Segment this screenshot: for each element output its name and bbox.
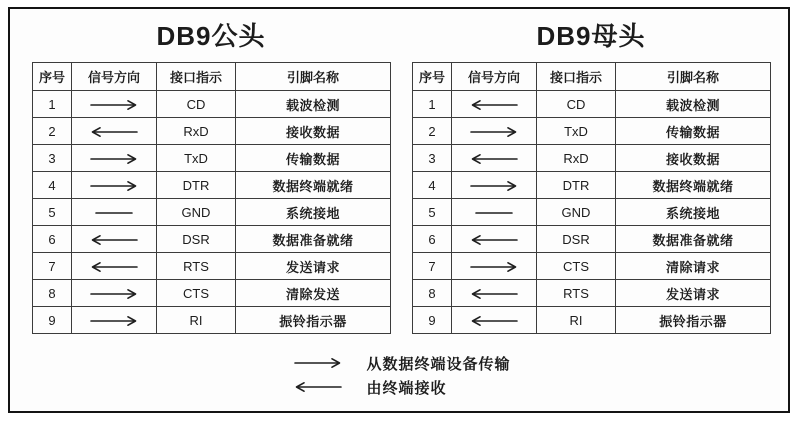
pin-number: 8 [33,280,72,307]
arrow-left-icon [452,226,537,253]
pin-number: 2 [33,118,72,145]
col-header-pin-name: 引脚名称 [616,63,771,91]
legend [32,351,771,399]
signal-abbr: RI [537,307,616,334]
arrow-right-icon [72,172,157,199]
legend-row-receive [292,375,510,399]
pin-number: 6 [33,226,72,253]
pin-number: 7 [33,253,72,280]
pin-name: 系统接地 [236,199,391,226]
pin-name: 载波检测 [616,91,771,118]
pin-name: 传输数据 [236,145,391,172]
plain-line-icon [452,199,537,226]
arrow-left-icon [452,91,537,118]
pin-number: 3 [413,145,452,172]
signal-abbr: RI [157,307,236,334]
table-row [413,118,771,145]
table-row [33,280,391,307]
signal-abbr: DTR [537,172,616,199]
signal-abbr: GND [157,199,236,226]
table-row [413,253,771,280]
pin-name: 发送请求 [616,280,771,307]
pin-number: 1 [33,91,72,118]
table-row [413,199,771,226]
table-row [33,307,391,334]
table-row [33,199,391,226]
pin-number: 9 [33,307,72,334]
signal-abbr: RTS [537,280,616,307]
col-header-direction: 信号方向 [452,63,537,91]
legend-transmit-label: 从数据终端设备传输 [366,355,511,373]
pin-name: 清除请求 [616,253,771,280]
signal-abbr: RxD [157,118,236,145]
pin-name: 清除发送 [236,280,391,307]
arrow-left-icon [72,118,157,145]
col-header-interface: 接口指示 [537,63,616,91]
table-row [33,172,391,199]
pin-name: 传输数据 [616,118,771,145]
pin-number: 5 [33,199,72,226]
pin-number: 4 [413,172,452,199]
col-header-number: 序号 [33,63,72,91]
col-header-interface: 接口指示 [157,63,236,91]
pin-number: 6 [413,226,452,253]
table-row [33,145,391,172]
pin-name: 数据准备就绪 [236,226,391,253]
signal-abbr: CTS [157,280,236,307]
pin-number: 7 [413,253,452,280]
pin-number: 3 [33,145,72,172]
pin-name: 载波检测 [236,91,391,118]
pin-number: 9 [413,307,452,334]
arrow-right-icon [292,357,344,369]
arrow-left-icon [452,145,537,172]
db9-female-section [412,9,770,334]
legend-inner [292,351,510,399]
signal-abbr: DSR [537,226,616,253]
pin-name: 数据终端就绪 [236,172,391,199]
arrow-right-icon [452,253,537,280]
signal-abbr: TxD [157,145,236,172]
signal-abbr: RTS [157,253,236,280]
db9-male-title: DB9公头 [156,21,266,51]
arrow-right-icon [452,172,537,199]
signal-abbr: GND [537,199,616,226]
arrow-right-icon [72,280,157,307]
table-row [413,91,771,118]
table-row [413,172,771,199]
header-row [33,63,391,91]
db9-female-title: DB9母头 [536,21,646,51]
signal-abbr: CTS [537,253,616,280]
table-row [413,307,771,334]
signal-abbr: DTR [157,172,236,199]
pin-name: 振铃指示器 [616,307,771,334]
plain-line-icon [72,199,157,226]
arrow-left-icon [72,253,157,280]
table-row [33,253,391,280]
db9-male-section [32,9,390,334]
signal-abbr: TxD [537,118,616,145]
pin-number: 5 [413,199,452,226]
arrow-right-icon [452,118,537,145]
db9-female-table [412,62,771,334]
signal-abbr: CD [157,91,236,118]
col-header-pin-name: 引脚名称 [236,63,391,91]
arrow-left-icon [452,280,537,307]
table-row [33,91,391,118]
col-header-number: 序号 [413,63,452,91]
arrow-left-icon [72,226,157,253]
table-row [413,280,771,307]
arrow-left-icon [452,307,537,334]
legend-receive-label: 由终端接收 [366,379,447,397]
table-row [33,226,391,253]
arrow-right-icon [72,145,157,172]
pin-name: 数据准备就绪 [616,226,771,253]
tables-row [32,9,771,334]
signal-abbr: RxD [537,145,616,172]
pin-number: 8 [413,280,452,307]
pin-number: 1 [413,91,452,118]
outer-frame [8,7,790,413]
arrow-right-icon [72,307,157,334]
pin-name: 振铃指示器 [236,307,391,334]
pin-name: 接收数据 [236,118,391,145]
table-row [413,226,771,253]
legend-row-transmit [292,351,510,375]
signal-abbr: DSR [157,226,236,253]
pin-name: 数据终端就绪 [616,172,771,199]
db9-male-table [32,62,391,334]
pin-name: 系统接地 [616,199,771,226]
col-header-direction: 信号方向 [72,63,157,91]
arrow-right-icon [72,91,157,118]
arrow-left-icon [292,381,344,393]
header-row [413,63,771,91]
pin-number: 4 [33,172,72,199]
pin-name: 发送请求 [236,253,391,280]
signal-abbr: CD [537,91,616,118]
pin-name: 接收数据 [616,145,771,172]
table-row [413,145,771,172]
pin-number: 2 [413,118,452,145]
table-row [33,118,391,145]
